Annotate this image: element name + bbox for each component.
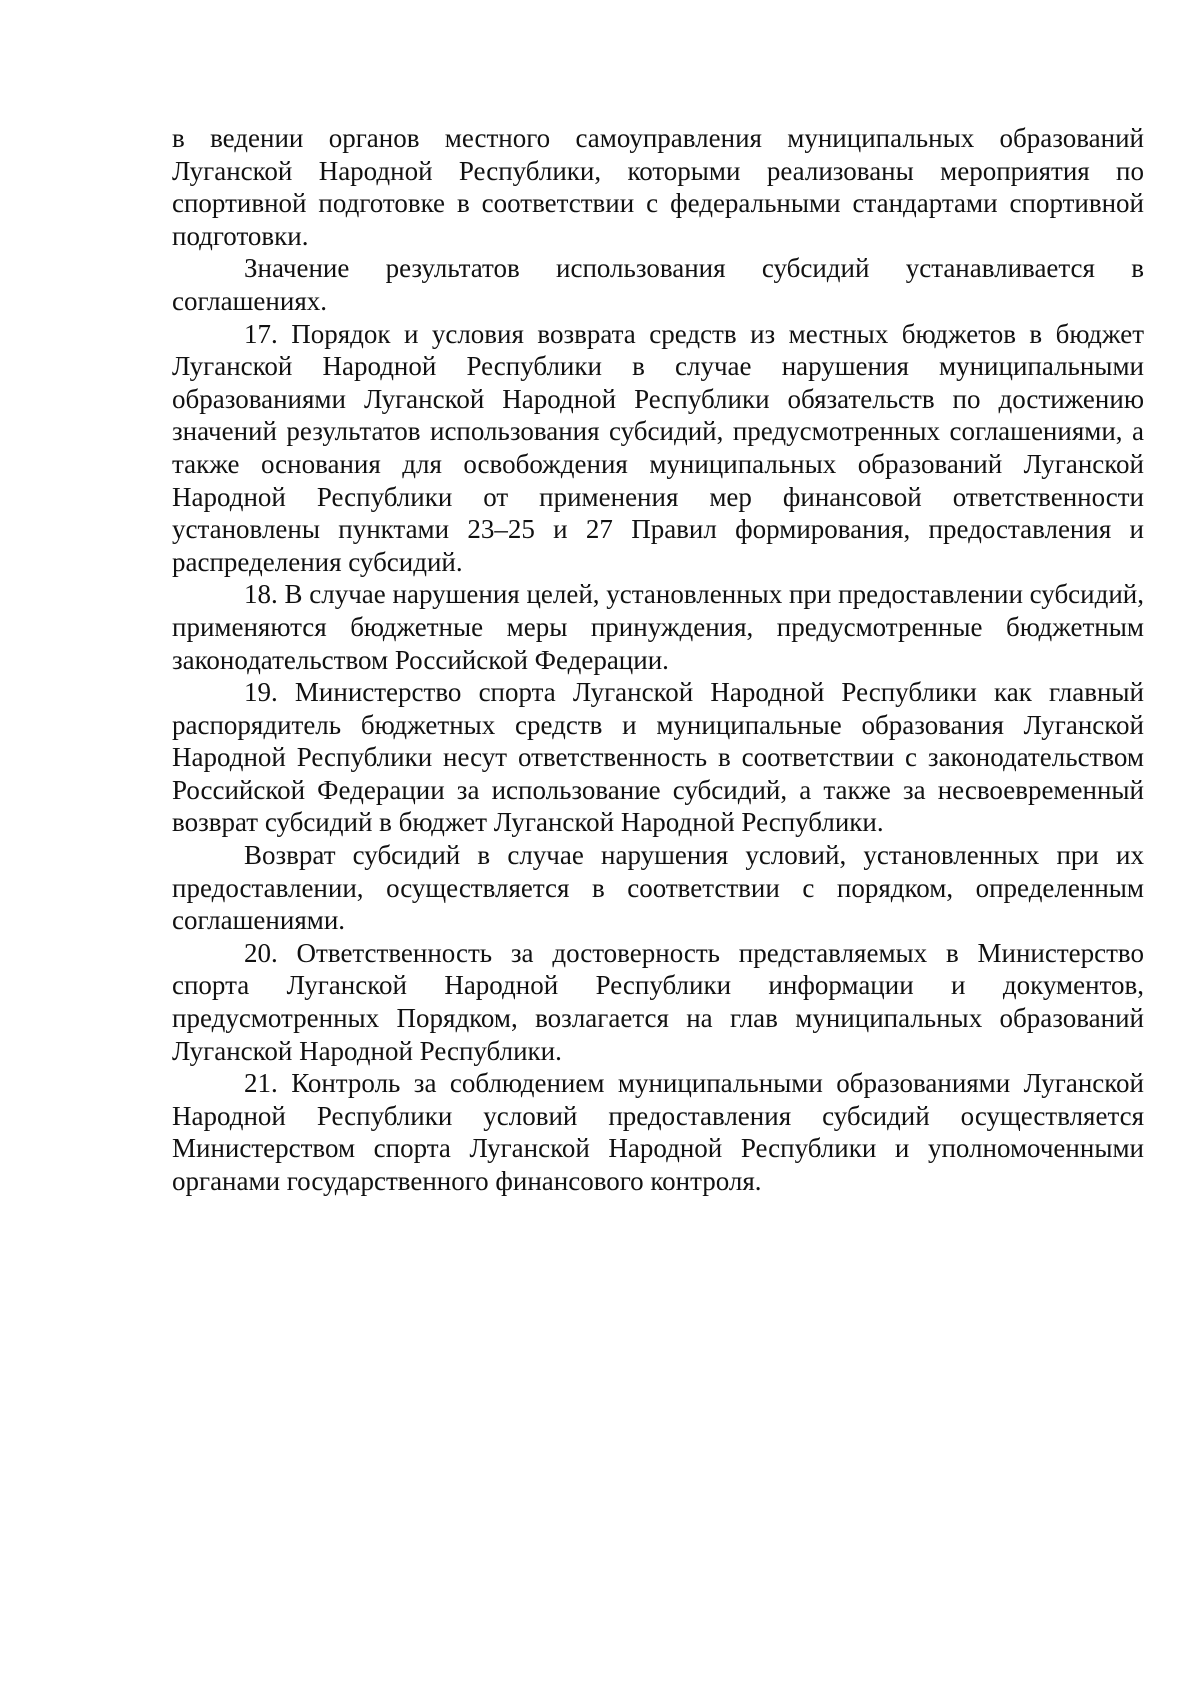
paragraph-item-21: 21. Контроль за соблюдением муниципальными образованиями Луганской Народной Республики условий предоставления субсидий осуществляется Министерством спорта Луганской Народной Республики и уполномоченными органами государственного финансового контроля.: [172, 1068, 1144, 1196]
paragraph-results-value: Значение результатов использования субсидий устанавливается в соглашениях.: [172, 253, 1144, 316]
paragraph-item-18: 18. В случае нарушения целей, установленных при предоставлении субсидий, применяются бюджетные меры принуждения, предусмотренные бюджетным законодательством Российской Федерации.: [172, 579, 1144, 675]
paragraph-item-20: 20. Ответственность за достоверность представляемых в Министерство спорта Луганской Народной Республики информации и документов, предусмотренных Порядком, возлагается на глав муниципальных образований Луганской Народной Республики.: [172, 937, 1144, 1066]
document-page: [172, 122, 1144, 1198]
paragraph-subsidy-return: Возврат субсидий в случае нарушения условий, установленных при их предоставлении, осуществляется в соответствии с порядком, определенным соглашениями.: [172, 840, 1144, 936]
paragraph-item-19: 19. Министерство спорта Луганской Народной Республики как главный распорядитель бюджетных средств и муниципальные образования Луганской Народной Республики несут ответственность в соответствии с законодательством Российской Федерации за использование субсидий, а также за несвоевременный возврат субсидий в бюджет Луганской Народной Республики.: [172, 677, 1144, 838]
paragraph-item-17: 17. Порядок и условия возврата средств из местных бюджетов в бюджет Луганской Народной Республики в случае нарушения муниципальными образованиями Луганской Народной Республики обязательств по достижению значений результатов использования субсидий, предусмотренных соглашениями, а также основания для освобождения муниципальных образований Луганской Народной Республики от применения мер финансовой ответственности установлены пунктами 23–25 и 27 Правил формирования, предоставления и распределения субсидий.: [172, 318, 1144, 577]
paragraph-continuation: в ведении органов местного самоуправления муниципальных образований Луганской Народной Республики, которыми реализованы мероприятия по спортивной подготовке в соответствии с федеральными стандартами спортивной подготовки.: [172, 123, 1144, 251]
